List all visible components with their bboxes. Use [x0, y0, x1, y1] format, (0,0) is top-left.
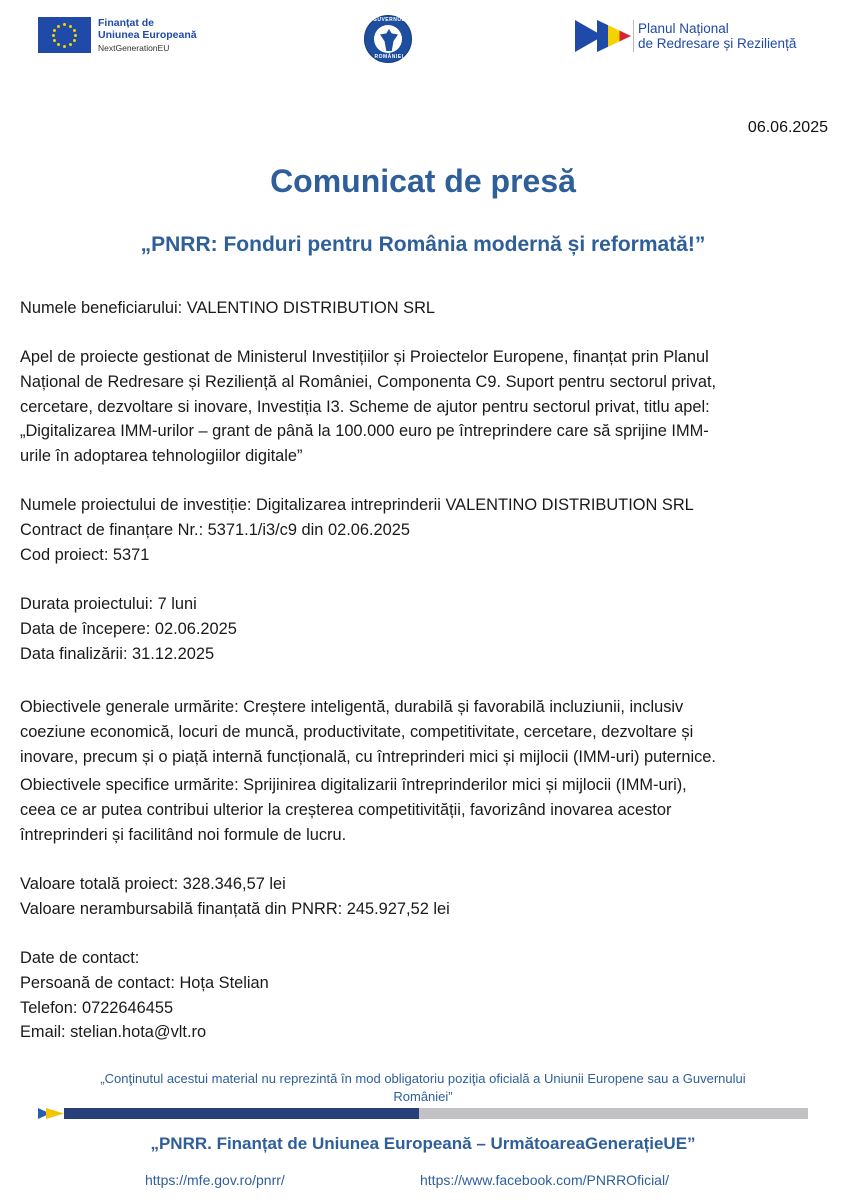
specific-objectives-line: întreprinderi și facilitând noi formule de lucru.: [20, 825, 347, 844]
eu-logo-line3: NextGenerationEU: [98, 43, 170, 53]
non-refundable-value: Valoare nerambursabilă finanțată din PNRR: 245.927,52 lei: [20, 899, 450, 918]
specific-objectives-line: ceea ce ar putea contribui ulterior la creșterea competitivității, favorizând inovarea acestor: [20, 800, 672, 819]
general-objectives-line: coeziune economică, locuri de muncă, productivitate, competitivitate, cercetare, dezvoltare și: [20, 722, 694, 741]
contact-person: Persoană de contact: Hoța Stelian: [20, 973, 269, 992]
end-date: Data finalizării: 31.12.2025: [20, 644, 215, 663]
contact-section: [20, 946, 820, 1045]
beneficiary-section: [20, 296, 820, 321]
facebook-pnrr-link[interactable]: https://www.facebook.com/PNRROficial/: [420, 1172, 669, 1188]
contact-email: Email: stelian.hota@vlt.ro: [20, 1023, 207, 1042]
project-schedule: [20, 592, 820, 666]
gov-seal-bottom-text: ROMÂNIEI: [374, 54, 404, 60]
eu-flag-icon: [38, 17, 91, 53]
pnrr-arrows-icon: [575, 20, 631, 52]
disclaimer-line2: României”: [393, 1089, 453, 1104]
project-info: [20, 493, 820, 567]
call-line: „Digitalizarea IMM-urilor – grant de până la 100.000 euro pe întreprindere care să sprijine IMM-: [20, 422, 709, 441]
total-value: Valoare totală proiect: 328.346,57 lei: [20, 875, 286, 893]
release-date: 06.06.2025: [747, 119, 828, 136]
contact-heading: Date de contact:: [20, 949, 140, 967]
pnrr-logo-line2: de Redresare și Reziliență: [638, 36, 797, 51]
call-line: Național de Redresare și Reziliență al României, Componenta C9. Suport pentru sectorul privat,: [20, 372, 717, 391]
eu-logo-line1: Finanțat de: [98, 17, 155, 29]
contact-phone: Telefon: 0722646455: [20, 998, 174, 1017]
specific-objectives: [20, 773, 820, 847]
general-objectives-line: inovare, precum și o piață internă funcțională, cu întreprinderi mici și mijlocii (IMM-uri) puternice.: [20, 747, 716, 766]
specific-objectives-line: Obiectivele specifice urmărite: Sprijinirea digitalizarii întreprinderilor mici și mijlocii (IMM-uri),: [20, 776, 687, 794]
beneficiary-name: Numele beneficiarului: VALENTINO DISTRIBUTION SRL: [20, 299, 436, 317]
project-code: Cod proiect: 5371: [20, 545, 150, 564]
pnrr-logo-line1: Planul Național: [638, 21, 729, 36]
page-subtitle: „PNRR: Fonduri pentru România modernă și reformată!”: [140, 233, 706, 256]
disclaimer: [30, 1070, 816, 1106]
general-objectives-line: Obiectivele generale urmărite: Creștere inteligentă, durabilă și favorabilă incluziunii, inclusiv: [20, 698, 684, 716]
contract-number: Contract de finanțare Nr.: 5371.1/i3/c9 din 02.06.2025: [20, 520, 410, 539]
footer-divider-bar: [38, 1108, 808, 1119]
call-paragraph: [20, 345, 820, 469]
eu-logo-line2: Uniunea Europeană: [98, 29, 197, 41]
general-objectives: [20, 695, 820, 769]
call-line: urile în adoptarea tehnologiilor digitale”: [20, 447, 303, 466]
mfe-pnrr-link[interactable]: https://mfe.gov.ro/pnrr/: [145, 1172, 285, 1188]
call-line: Apel de proiecte gestionat de Ministerul Investițiilor și Proiectelor Europene, finanțat prin Planul: [20, 348, 709, 366]
eu-funding-logo: [38, 17, 197, 54]
pnrr-logo: [575, 20, 796, 52]
footer-slogan: „PNRR. Finanțat de Uniunea Europeană – UrmătoareaGenerațieUE”: [150, 1134, 696, 1153]
call-line: cercetare, dezvoltare si inovare, Investiția I3. Scheme de ajutor pentru sectorul privat, titlu apel:: [20, 397, 710, 416]
romanian-government-seal-icon: [364, 15, 412, 63]
gov-seal-top-text: GUVERNUL: [372, 17, 406, 23]
project-duration: Durata proiectului: 7 luni: [20, 595, 197, 613]
start-date: Data de începere: 02.06.2025: [20, 619, 237, 638]
logo-divider: [633, 20, 634, 52]
yellow-arrow-icon: [46, 1108, 64, 1119]
page-title: Comunicat de presă: [270, 163, 576, 199]
project-values: [20, 872, 820, 922]
project-name: Numele proiectului de investiție: Digitalizarea intreprinderii VALENTINO DISTRIBUTION SRL: [20, 496, 694, 514]
disclaimer-line1: „Conţinutul acestui material nu reprezintă în mod obligatoriu poziţia oficială a Uniunii Europene sau a Guvernului: [100, 1071, 746, 1086]
